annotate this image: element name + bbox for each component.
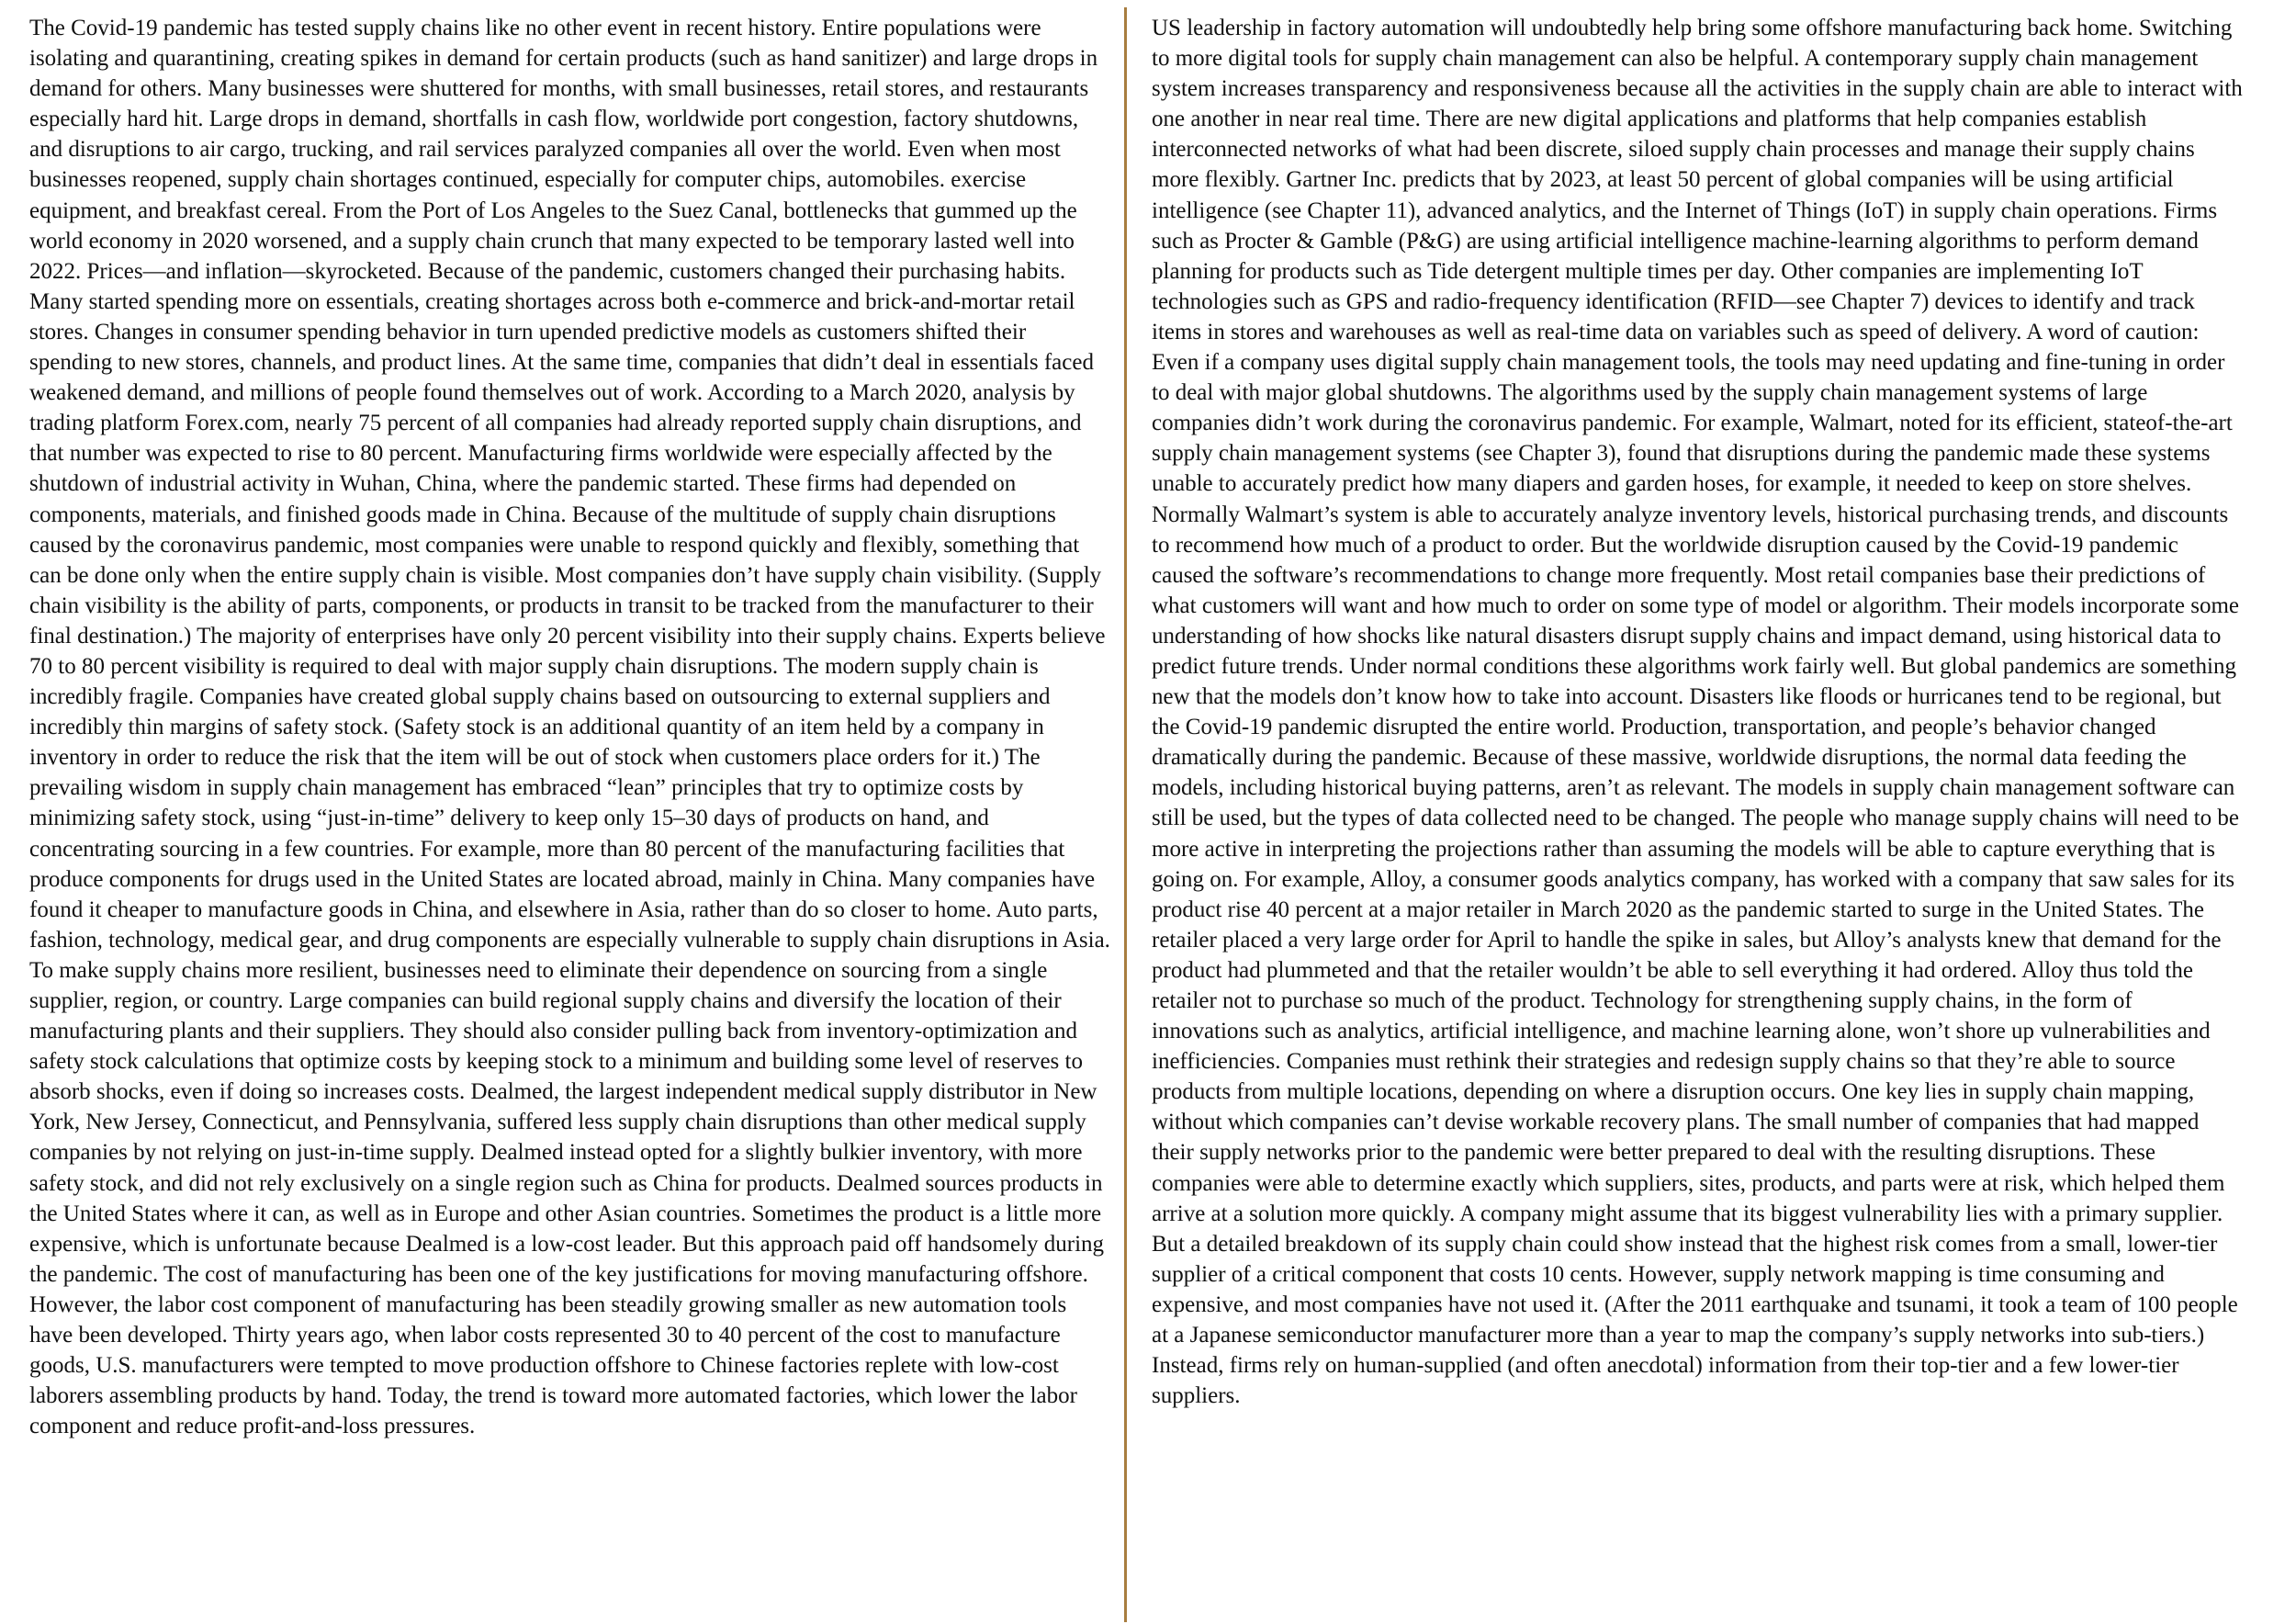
left-column-text: The Covid-19 pandemic has tested supply chains like no other event in recent history. Entire populations were isolating and quarantining, creating spikes in demand for certain products (such as hand sanitizer) and large drops in demand for others. Many businesses were shuttered for months, with small businesses, retail stores, and restaurants especially hard hit. Large drops in demand, shortfalls in cash flow, worldwide port congestion, factory shutdowns, and disruptions to air cargo, trucking, and rail services paralyzed companies all over the world. Even when most businesses reopened, supply chain shortages continued, especially for computer chips, automobiles. exercise equipment, and breakfast cereal. From the Port of Los Angeles to the Suez Canal, bottlenecks that gummed up the world economy in 2020 worsened, and a supply chain crunch that many expected to be temporary lasted well into 2022. Prices—and inflation—skyrocketed. Because of the pandemic, customers changed their purchasing habits. Many started spending more on essentials, creating shortages across both e-commerce and brick-and-mortar retail stores. Changes in consumer spending behavior in turn upended predictive models as customers shifted their spending to new stores, channels, and product lines. At the same time, companies that didn’t deal in essentials faced weakened demand, and millions of people found themselves out of work. According to a March 2020, analysis by trading platform Forex.com, nearly 75 percent of all companies had already reported supply chain disruptions, and that number was expected to rise to 80 percent. Manufacturing firms worldwide were especially affected by the shutdown of industrial activity in Wuhan, China, where the pandemic started. These firms had depended on components, materials, and finished goods made in China. Because of the multitude of supply chain disruptions caused by the coronavirus pandemic, most companies were unable to respond quickly and flexibly, something that can be done only when the entire supply chain is visible. Most companies don’t have supply chain visibility. (Supply chain visibility is the ability of parts, components, or products in transit to be tracked from the manufacturer to their final destination.) The majority of enterprises have only 20 percent visibility into their supply chains. Experts believe 70 to 80 percent visibility is required to deal with major supply chain disruptions. The modern supply chain is incredibly fragile. Companies have created global supply chains based on outsourcing to external suppliers and incredibly thin margins of safety stock. (Safety stock is an additional quantity of an item held by a company in inventory in order to reduce the risk that the item will be out of stock when customers place orders for it.) The prevailing wisdom in supply chain management has embraced “lean” principles that try to optimize costs by minimizing safety stock, using “just-in-time” delivery to keep only 15–30 days of products on hand, and concentrating sourcing in a few countries. For example, more than 80 percent of the manufacturing facilities that produce components for drugs used in the United States are located abroad, mainly in China. Many companies have found it cheaper to manufacture goods in China, and elsewhere in Asia, rather than do so closer to home. Auto parts, fashion, technology, medical gear, and drug components are especially vulnerable to supply chain disruptions in Asia. To make supply chains more resilient, businesses need to eliminate their dependence on sourcing from a single supplier, region, or country. Large companies can build regional supply chains and diversify the location of their manufacturing plants and their suppliers. They should also consider pulling back from inventory-optimization and safety stock calculations that optimize costs by keeping stock to a minimum and building some level of reserves to absorb shocks, even if doing so increases costs. Dealmed, the largest independent medical supply distributor in New York, New Jersey, Connecticut, and Pennsylvania, suffered less supply chain disruptions than other medical supply companies by not relying on just-in-time supply. Dealmed instead opted for a slightly bulkier inventory, with more safety stock, and did not rely exclusively on a single region such as China for products. Dealmed sources products in the United States where it can, as well as in Europe and other Asian countries. Sometimes the product is a little more expensive, which is unfortunate because Dealmed is a low-cost leader. But this approach paid off handsomely during the pandemic. The cost of manufacturing has been one of the key justifications for moving manufacturing offshore. However, the labor cost component of manufacturing has been steadily growing smaller as new automation tools have been developed. Thirty years ago, when labor costs represented 30 to 40 percent of the cost to manufacture goods, U.S. manufacturers were tempted to move production offshore to Chinese factories replete with low-cost laborers assembling products by hand. Today, the trend is toward more automated factories, which lower the labor component and reduce profit-and-loss pressures. <box>29 16 1110 1439</box>
right-column-text: US leadership in factory automation will undoubtedly help bring some offshore manufacturing back home. Switching to more digital tools for supply chain management can also be helpful. A contemporary supply chain management system increases transparency and responsiveness because all the activities in the supply chain are able to interact with one another in near real time. There are new digital applications and platforms that help companies establish interconnected networks of what had been discrete, siloed supply chain processes and manage their supply chains more flexibly. Gartner Inc. predicts that by 2023, at least 50 percent of global companies will be using artificial intelligence (see Chapter 11), advanced analytics, and the Internet of Things (IoT) in supply chain operations. Firms such as Procter & Gamble (P&G) are using artificial intelligence machine-learning algorithms to perform demand planning for products such as Tide detergent multiple times per day. Other companies are implementing IoT technologies such as GPS and radio-frequency identification (RFID—see Chapter 7) devices to identify and track items in stores and warehouses as well as real-time data on variables such as speed of delivery. A word of caution: Even if a company uses digital supply chain management tools, the tools may need updating and fine-tuning in order to deal with major global shutdowns. The algorithms used by the supply chain management systems of large companies didn’t work during the coronavirus pandemic. For example, Walmart, noted for its efficient, stateof-the-art supply chain management systems (see Chapter 3), found that disruptions during the pandemic made these systems unable to accurately predict how many diapers and garden hoses, for example, it needed to keep on store shelves. Normally Walmart’s system is able to accurately analyze inventory levels, historical purchasing trends, and discounts to recommend how much of a product to order. But the worldwide disruption caused by the Covid-19 pandemic caused the software’s recommendations to change more frequently. Most retail companies base their predictions of what customers will want and how much to order on some type of model or algorithm. Their models incorporate some understanding of how shocks like natural disasters disrupt supply chains and impact demand, using historical data to predict future trends. Under normal conditions these algorithms work fairly well. But global pandemics are something new that the models don’t know how to take into account. Disasters like floods or hurricanes tend to be regional, but the Covid-19 pandemic disrupted the entire world. Production, transportation, and people’s behavior changed dramatically during the pandemic. Because of these massive, worldwide disruptions, the normal data feeding the models, including historical buying patterns, aren’t as relevant. The models in supply chain management software can still be used, but the types of data collected need to be changed. The people who manage supply chains will need to be more active in interpreting the projections rather than assuming the models will be able to capture everything that is going on. For example, Alloy, a consumer goods analytics company, has worked with a company that saw sales for its product rise 40 percent at a major retailer in March 2020 as the pandemic started to surge in the United States. The retailer placed a very large order for April to handle the spike in sales, but Alloy’s analysts knew that demand for the product had plummeted and that the retailer wouldn’t be able to sell everything it had ordered. Alloy thus told the retailer not to purchase so much of the product. Technology for strengthening supply chains, in the form of innovations such as analytics, artificial intelligence, and machine learning alone, won’t shore up vulnerabilities and inefficiencies. Companies must rethink their strategies and redesign supply chains so that they’re able to source products from multiple locations, depending on where a disruption occurs. One key lies in supply chain mapping, without which companies can’t devise workable recovery plans. The small number of companies that had mapped their supply networks prior to the pandemic were better prepared to deal with the resulting disruptions. These companies were able to determine exactly which suppliers, sites, products, and parts were at risk, which helped them arrive at a solution more quickly. A company might assume that its biggest vulnerability lies with a primary supplier. But a detailed breakdown of its supply chain could show instead that the highest risk comes from a small, lower-tier supplier of a critical component that costs 10 cents. However, supply network mapping is time consuming and expensive, and most companies have not used it. (After the 2011 earthquake and tsunami, it took a team of 100 people at a Japanese semiconductor manufacturer more than a year to map the company’s supply networks into sub-tiers.) Instead, firms rely on human-supplied (and often anecdotal) information from their top-tier and a few lower-tier suppliers. <box>1152 16 2243 1409</box>
column-divider <box>1124 7 1127 1622</box>
